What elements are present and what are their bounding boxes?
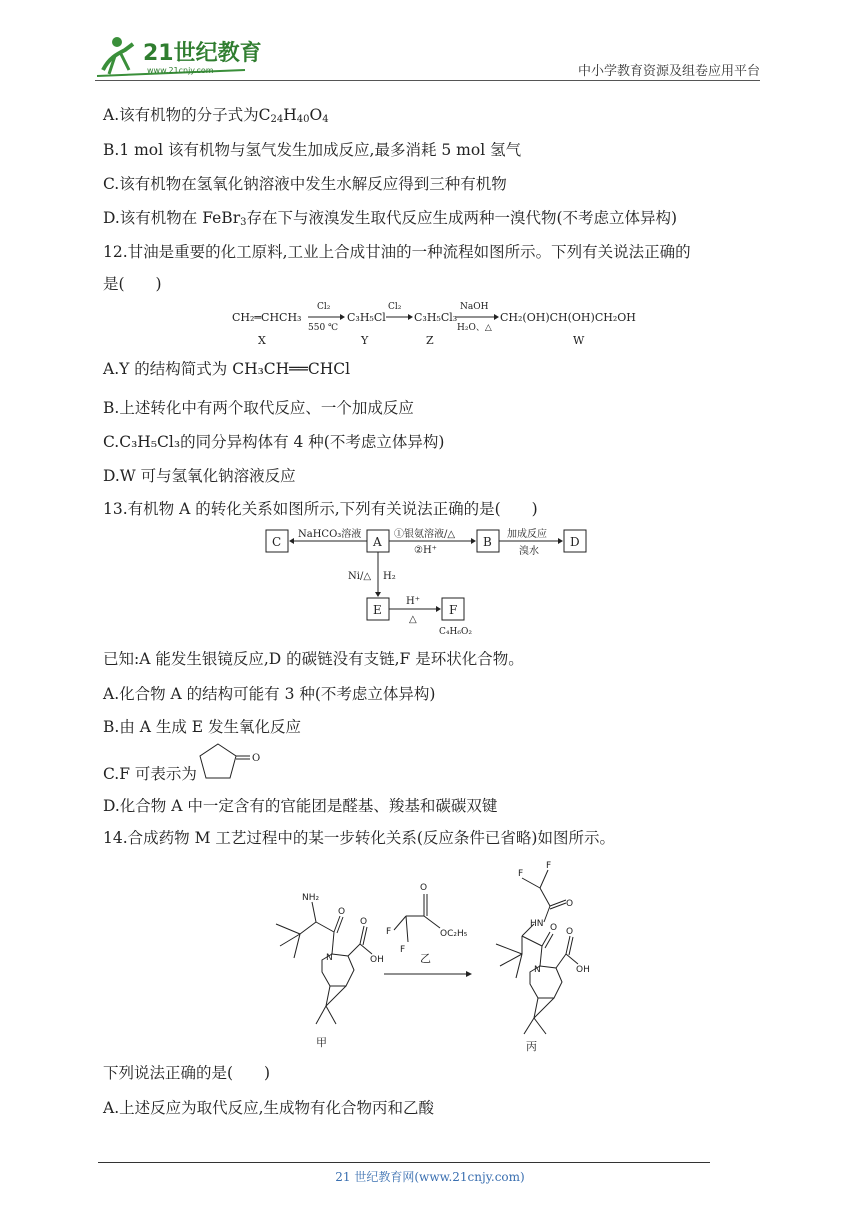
f-label-bing-1: F [518,869,524,879]
jia-label: 甲 [316,1036,327,1049]
q13-option-c: C.F 可表示为 [103,765,197,783]
arrow-ae-condition: Ni/△ [348,571,372,582]
o-label-bing-2: O [550,923,558,933]
q12-option-c: C.C₃H₅Cl₃的同分异构体有 4 种(不考虑立体异构) [103,433,445,451]
nh2-label: NH₂ [302,893,320,903]
box-d: D [570,535,580,549]
svg-text:21世纪教育: 21世纪教育 [143,41,262,66]
box-f: F [449,603,458,617]
arrow-ac-reagent: NaHCO₃溶液 [298,529,362,540]
q14-question: 下列说法正确的是( ) [103,1064,271,1082]
arrow-bd-type: 加成反应 [507,529,547,540]
label-y: Y [361,334,369,347]
f-formula: C₄H₆O₂ [439,627,472,637]
oh-label-bing: OH [576,965,590,975]
f-label-yi-2: F [400,945,406,955]
q13-stem: 13.有机物 A 的转化关系如图所示,下列有关说法正确的是( ) [103,500,538,518]
o-label-jia-1: O [338,907,346,917]
q14-stem: 14.合成药物 M 工艺过程中的某一步转化关系(反应条件已省略)如图所示。 [103,829,615,847]
platform-name: 中小学教育资源及组卷应用平台 [577,64,760,79]
q13-conversion-diagram [264,524,604,642]
logo-21cnjy [95,30,265,80]
o-label-bing-3: O [566,927,574,937]
compound-w: CH₂(OH)CH(OH)CH₂OH [500,311,636,324]
label-z: Z [426,334,434,347]
arrow1-condition: 550 ℃ [308,323,339,333]
arrow-ae-reagent: H₂ [383,571,396,582]
q12-option-d: D.W 可与氢氧化钠溶液反应 [103,467,296,485]
q11-option-c: C.该有机物在氢氧化钠溶液中发生水解反应得到三种有机物 [103,175,507,193]
page-header [95,30,760,80]
arrow2-reagent: Cl₂ [388,302,402,312]
footer-text: 21 世纪教育网(www.21cnjy.com) [335,1170,525,1184]
compound-z: C₃H₅Cl₃ [414,311,458,324]
box-a: A [373,535,382,549]
arrow-ef-condition: △ [409,614,417,625]
arrow3-condition: H₂O、△ [457,323,492,333]
o-label-bing-1: O [566,899,574,909]
box-b: B [483,535,492,549]
box-c: C [272,535,282,549]
n-label-bing: N [534,965,541,975]
label-x: X [258,334,266,347]
q13-known: 已知:A 能发生银镜反应,D 的碳链没有支链,F 是环状化合物。 [103,650,524,668]
q12-option-a: A.Y 的结构简式为 CH₃CH══CHCl [103,360,351,378]
bing-label: 丙 [526,1040,537,1053]
q12-stem-line1: 12.甘油是重要的化工原料,工业上合成甘油的一种流程如图所示。下列有关说法正确的 [103,243,691,261]
f-label-yi-1: F [386,927,392,937]
n-label-jia: N [326,953,333,963]
q12-option-b: B.上述转化中有两个取代反应、一个加成反应 [103,399,414,417]
yi-label: 乙 [420,952,431,965]
arrow-bd-reagent: 溴水 [519,546,539,557]
compound-y: C₃H₅Cl [347,311,386,324]
oh-label-jia: OH [370,955,384,965]
q14-option-a: A.上述反应为取代反应,生成物有化合物丙和乙酸 [103,1099,435,1117]
q12-stem-line2: 是( ) [103,275,162,293]
q13-option-d: D.化合物 A 中一定含有的官能团是醛基、羧基和碳碳双键 [103,797,498,815]
arrow1-reagent: Cl₂ [317,302,331,312]
compound-x: CH₂═CHCH₃ [232,311,302,324]
box-e: E [373,603,382,617]
q11-option-b: B.1 mol 该有机物与氢气发生加成反应,最多消耗 5 mol 氢气 [103,141,522,159]
o-label-jia-2: O [360,917,368,927]
arrow-ef-reagent: H⁺ [406,596,420,607]
footer-divider [98,1162,710,1163]
q13-option-b: B.由 A 生成 E 发生氧化反应 [103,718,302,736]
label-w: W [573,334,585,347]
svg-text:www.21cnjy.com: www.21cnjy.com [147,66,214,75]
q12-reaction-scheme [228,296,648,350]
arrow-ab-step2: ②H⁺ [414,545,437,556]
arrow3-reagent: NaOH [460,302,489,312]
o-label-yi: O [420,883,428,893]
lactone-structure [196,740,266,790]
carbonyl-o: O [252,753,261,764]
q14-reaction-scheme [260,858,620,1054]
hn-label: HN [530,919,544,929]
oc2h5-label: OC₂H₅ [440,929,468,939]
q13-option-a: A.化合物 A 的结构可能有 3 种(不考虑立体异构) [103,685,436,703]
header-divider [95,80,760,81]
q11-option-d: D.该有机物在 FeBr$_3$存在下与液溴发生取代反应生成两种一溴代物(不考虑立体异构) [103,209,678,228]
arrow-ab-step1: ①银氨溶液/△ [394,529,456,540]
f-label-bing-2: F [546,861,552,871]
q11-option-a: A.该有机物的分子式为$C_{24}H_{40}O_4$ [103,106,329,125]
